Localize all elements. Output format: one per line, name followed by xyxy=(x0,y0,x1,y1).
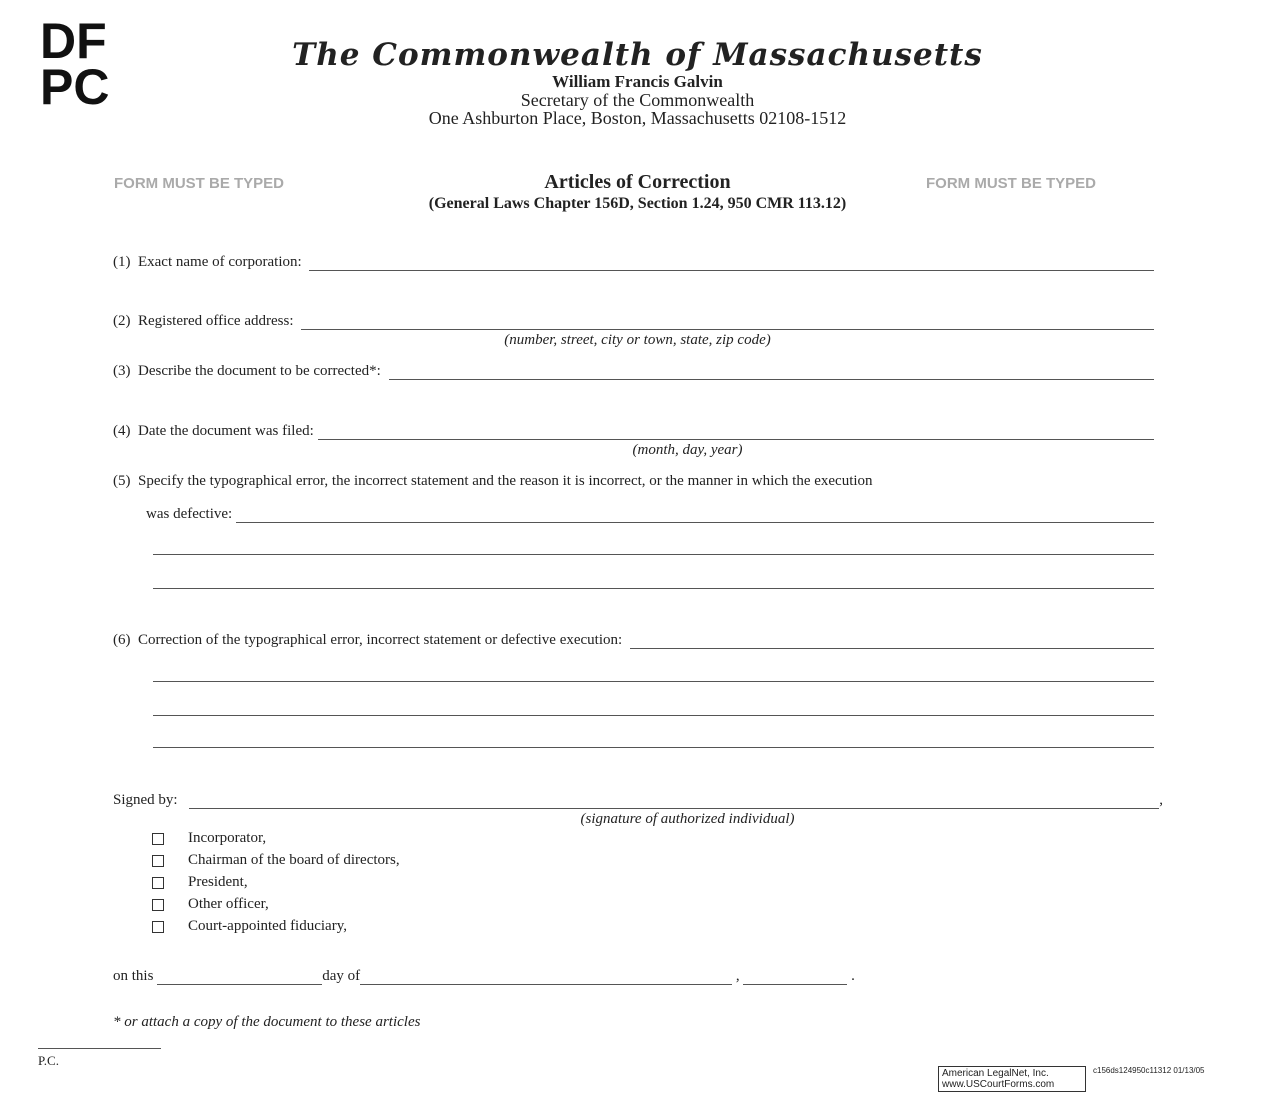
checkbox-other-officer[interactable] xyxy=(152,896,269,913)
publisher-name: American LegalNet, Inc. xyxy=(942,1068,1049,1079)
month-input[interactable] xyxy=(360,970,732,985)
publisher-website: www.USCourtForms.com xyxy=(942,1079,1055,1090)
correction-line[interactable] xyxy=(153,746,1154,748)
error-description-line[interactable] xyxy=(153,553,1154,555)
field-correction xyxy=(113,632,1154,649)
checkbox-label: Chairman of the board of directors, xyxy=(188,852,400,868)
commonwealth-title: The Commonwealth of Massachusetts xyxy=(292,37,983,73)
checkbox-label: Incorporator, xyxy=(188,830,267,846)
logo-line1: DF xyxy=(40,13,107,69)
checkbox[interactable] xyxy=(152,877,164,889)
checkbox[interactable] xyxy=(152,855,164,867)
checkbox[interactable] xyxy=(152,921,164,933)
field-label: (4) Date the document was filed: xyxy=(113,423,314,439)
signature-hint: (signature of authorized individual) xyxy=(580,811,795,827)
secretary-name: William Francis Galvin xyxy=(552,72,723,91)
corporation-name-input[interactable] xyxy=(309,256,1154,271)
period: . xyxy=(847,968,855,984)
checkbox-chairman[interactable] xyxy=(152,852,400,869)
footnote: * or attach a copy of the document to these articles xyxy=(113,1014,421,1030)
field-label: was defective: xyxy=(146,506,233,522)
date-filed-input[interactable] xyxy=(318,425,1154,440)
field-date-filed xyxy=(113,423,1154,440)
checkbox[interactable] xyxy=(152,899,164,911)
day-input[interactable] xyxy=(157,970,322,985)
year-input[interactable] xyxy=(743,970,847,985)
publisher-box xyxy=(938,1066,1086,1092)
signature-input[interactable] xyxy=(189,794,1159,809)
checkbox-label: Court-appointed fiduciary, xyxy=(188,918,347,934)
checkbox-incorporator[interactable] xyxy=(152,830,266,847)
error-description-line[interactable] xyxy=(153,587,1154,589)
checkbox[interactable] xyxy=(152,833,164,845)
logo-line2: PC xyxy=(40,59,110,115)
checkbox-label: Other officer, xyxy=(188,896,269,912)
checkbox-label: President, xyxy=(188,874,248,890)
form-typed-notice-right: FORM MUST BE TYPED xyxy=(926,175,1097,192)
pc-line xyxy=(38,1048,161,1049)
field-label: (1) Exact name of corporation: xyxy=(113,254,306,270)
on-this-label: on this xyxy=(113,968,158,984)
date-hint: (month, day, year) xyxy=(632,442,743,458)
secretary-office: Secretary of the Commonwealth xyxy=(520,90,755,110)
address-hint: (number, street, city or town, state, zip code) xyxy=(504,332,771,348)
correction-line[interactable] xyxy=(153,714,1154,716)
field-corporation-name xyxy=(113,254,1154,271)
checkbox-fiduciary[interactable] xyxy=(152,918,347,935)
field-error-description xyxy=(113,473,1154,490)
form-code: c156ds124950c11312 01/13/05 xyxy=(1093,1066,1205,1075)
field-defective xyxy=(146,506,1154,523)
checkbox-president[interactable] xyxy=(152,874,248,891)
error-description-input[interactable] xyxy=(236,508,1154,523)
day-of-label: day of xyxy=(322,968,361,984)
correction-input[interactable] xyxy=(630,634,1154,649)
field-label: (3) Describe the document to be corrected*: xyxy=(113,363,385,379)
comma: , xyxy=(1159,792,1163,808)
field-label: (2) Registered office address: xyxy=(113,313,298,329)
form-subtitle: (General Laws Chapter 156D, Section 1.24, 950 CMR 113.12) xyxy=(428,195,847,212)
field-label: (6) Correction of the typographical error, incorrect statement or defective execution: xyxy=(113,632,626,648)
signed-by xyxy=(113,792,1163,809)
correction-line[interactable] xyxy=(153,680,1154,682)
form-typed-notice-left: FORM MUST BE TYPED xyxy=(114,175,285,192)
registered-address-input[interactable] xyxy=(301,315,1154,330)
pc-label: P.C. xyxy=(38,1053,59,1068)
form-title: Articles of Correction xyxy=(544,171,731,193)
comma: , xyxy=(732,968,744,984)
field-label: (5) Specify the typographical error, the incorrect statement and the reason it is incorrect, or the manner in which the execution xyxy=(113,473,873,489)
field-document-description xyxy=(113,363,1154,380)
document-description-input[interactable] xyxy=(389,365,1154,380)
date-signed xyxy=(113,968,913,985)
office-address: One Ashburton Place, Boston, Massachusetts 02108-1512 xyxy=(428,108,847,128)
signed-by-label: Signed by: xyxy=(113,792,186,808)
field-registered-address xyxy=(113,313,1154,330)
